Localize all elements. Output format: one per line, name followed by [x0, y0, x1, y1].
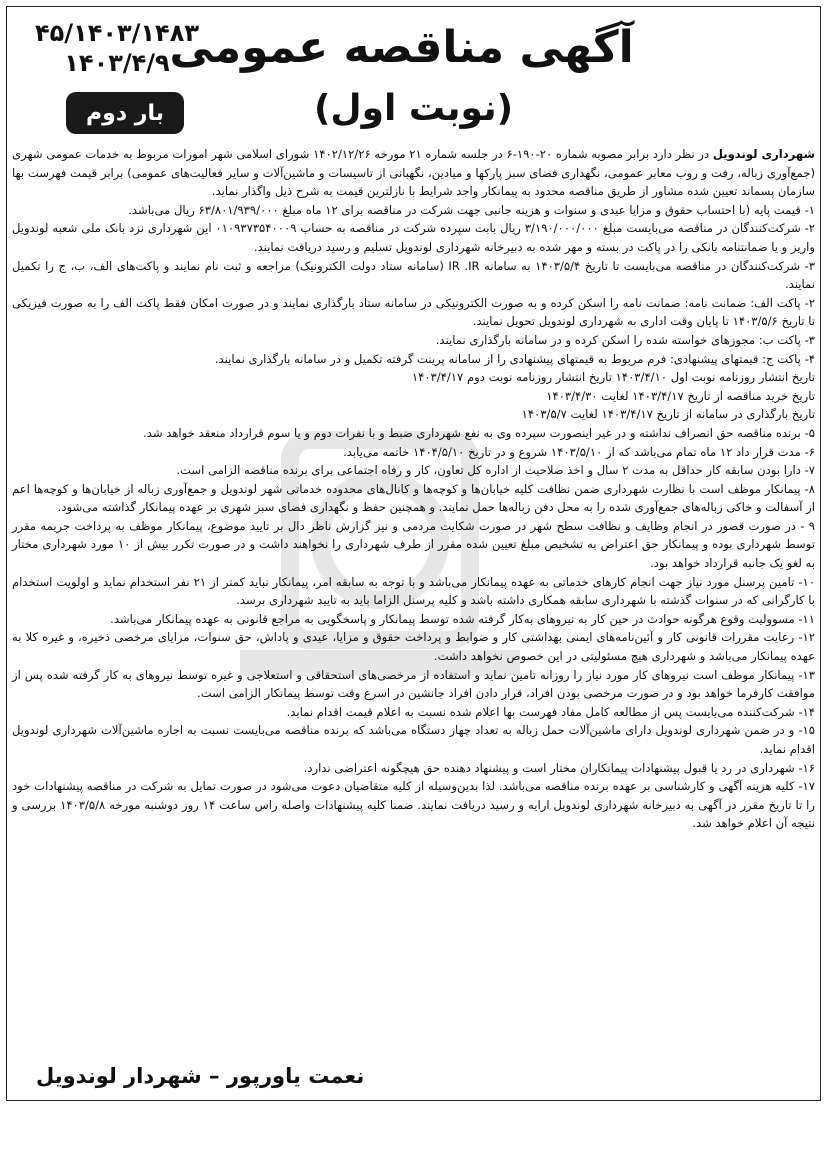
notice-body — [12, 145, 815, 833]
notice-subtitle: (نوبت اول) — [313, 88, 514, 129]
reference-date: ۱۴۰۳/۴/۹ — [64, 49, 170, 77]
intro-text: در نظر دارد برابر مصوبه شماره ۲۰-۱۹۰-۶ در جلسه شماره ۲۱ مورخه ۱۴۰۲/۱۲/۲۶ شورای اسلامی شهر امورات مربوط به خدمات عمومی شهری (جمع‌آوری زباله، رفت و روب معابر عمومی، نگهداری فضای سبز پارکها و میادین، نگهبانی از تاسیسات و ماشین‌آلات و سایر فعالیت‌های عمومی) برابر قیمت فهرست بها سازمان پسماند تعیین شده مشاور از طریق مناقصه محدود به پیمانکار واجد شرایط با نازلترین قیمت به شرح ذیل واگذار نماید. — [12, 147, 815, 199]
clause-item: تاریخ بارگذاری در سامانه از تاریخ ۱۴۰۳/۴/۱۷ لغایت ۱۴۰۳/۵/۷ — [521, 407, 815, 422]
signature: نعمت یاورپور – شهردار لوندویل — [36, 1064, 365, 1088]
clause-item: ۱۳- پیمانکار موظف است نیروهای کار مورد نیاز را روزانه تامین نماید و استفاده از مرخصی‌های استحقاقی و استعلاجی و غیره توسط نیروهای به کار گرفته شده پس از موافقت کارفرما خواهد بود و در صورت مرخصی بودن افراد، قرار دادن افراد جانشین در اسرع وقت توسط پیمانکار الزامی است. — [12, 667, 815, 701]
clause-item: ۵- برنده مناقصه حق انصراف نداشته و در غیر اینصورت سپرده وی به نفع شهرداری ضبط و با نفرات دوم و یا سوم قرارداد منعقد خواهد شد. — [143, 425, 815, 440]
clause-item: ۱- قیمت پایه (با احتساب حقوق و مزایا عیدی و سنوات و هزینه جانبی جهت شرکت در مناقصه برای ۱۲ ماه مبلغ ۶۳/۸۰۱/۹۳۹/۰۰۰ ریال می‌باشد. — [128, 202, 815, 217]
clause-item: ۱۲- رعایت مقررات قانونی کار و آئین‌نامه‌های ایمنی بهداشتی کار و ضوابط و پرداخت حقوق و مزایا، عیدی و پاداش، حق سنوات، مزایای مرخصی ذخیره، و غیره کلا به عهده پیمانکار می‌باشد و شهرداری هیچ مسئولیتی در این خصوص نخواهد داشت. — [12, 630, 815, 664]
repeat-badge: بار دوم — [66, 92, 184, 134]
reference-block — [32, 18, 202, 78]
clause-item: ۱۴- شرکت‌کننده می‌بایست پس از مطالعه کامل مفاد فهرست بها اعلام شده نسبت به اعلام قیمت اقدام نماید. — [286, 704, 815, 719]
intro-paragraph — [12, 145, 815, 201]
clause-list — [12, 201, 815, 833]
clause-item: ۱۵- و در ضمن شهرداری لوندویل دارای ماشین‌آلات حمل زباله به تعداد چهار دستگاه می‌باشد که برنده مناقصه می‌بایست نسبت به اجاره ماشین‌آلات شهرداری لوندویل اقدام نماید. — [12, 723, 815, 756]
clause-item: ۱۱- مسوولیت وقوع هرگونه حوادث در حین کار به نیروهای به‌کار گرفته شده توسط پیمانکار و پاسخگویی به مراجع قانونی به عهده پیمانکار می‌باشد. — [110, 611, 815, 626]
header — [12, 10, 815, 145]
clause-item: ۳- شرکت‌کنندگان در مناقصه می‌بایست تا تاریخ ۱۴۰۳/۵/۴ به سامانه IR .IR (سامانه ستاد دولت الکترونیک) مراجعه و ثبت نام نمایند و پاکت‌های الف، ب، ج را تکمیل نمایند. — [12, 258, 815, 292]
clause-item: ۷- دارا بودن سابقه کار حداقل به مدت ۲ سال و اخذ صلاحیت از اداره کل تعاون، کار و رفاه اجتماعی برای برنده مناقصه الزامی است. — [176, 463, 815, 478]
clause-item: ۱۷- کلیه هزینه آگهی و کارشناسی بر عهده برنده مناقصه می‌باشد. لذا بدین‌وسیله از کلیه متقاضیان دعوت می‌شود در صورت تمایل به شرکت در مناقصه پیشنهادات خود را تا تاریخ مقرر در آگهی به دبیرخانه شهرداری لوندویل ارایه و رسید دریافت نمایند. ضمنا کلیه پیشنهادات واصله راس ساعت ۱۴ روز دوشنبه مورخه ۱۴۰۳/۵/۸ بررسی و نتیجه آن اعلام خواهد شد. — [12, 779, 815, 831]
clause-item: ۲- پاکت الف: ضمانت نامه: ضمانت نامه را اسکن کرده و به صورت الکترونیکی در سامانه ستاد بارگذاری نمایند و در صورت امکان فقط پاکت الف را به صورت فیزیکی تا تاریخ ۱۴۰۳/۵/۶ تا پایان وقت اداری به شهرداری لوندویل تحویل نمایند. — [12, 295, 815, 329]
clause-item: ۸- پیمانکار موظف است با نظارت شهرداری ضمن نظافت کلیه خیابان‌ها و کوچه‌ها و کانال‌های محدوده خدماتی شهر لوندویل و جمع‌آوری زباله از خیابان‌ها و کوچه‌ها اعم از آسفالت و خاکی زباله‌های جمع‌آوری شده را به محل دفن زباله‌ها حمل نمایند. و همچنین حفظ و نگهداری فضای سبز شهری بر عهده پیمانکار گذاشته می‌شود. — [12, 481, 815, 515]
clause-item: ۳- پاکت ب: مجوزهای خواسته شده را اسکن کرده و در سامانه بارگذاری نمایند. — [435, 332, 815, 347]
clause-item: ۴- پاکت ج: قیمتهای پیشنهادی: فرم مربوط به قیمتهای پیشنهادی را از سامانه پرینت گرفته تکمیل و در سامانه بارگذاری نمایند. — [214, 351, 815, 366]
notice-title: آگهی مناقصه عمومی — [169, 22, 634, 73]
clause-item: تاریخ انتشار روزنامه نوبت اول ۱۴۰۳/۴/۱۰ تاریخ انتشار روزنامه نوبت دوم ۱۴۰۳/۴/۱۷ — [411, 370, 815, 385]
clause-item: ۱۶- شهرداری در رد یا قبول پیشنهادات پیمانکاران مختار است و پیشنهاد دهنده حق هیچگونه اعتراضی ندارد. — [303, 760, 815, 775]
reference-number: ۴۵/۱۴۰۳/۱۴۸۳ — [34, 19, 199, 47]
intro-lead: شهرداری لوندویل — [712, 147, 815, 161]
clause-item: ۲- شرکت‌کنندگان در مناقصه می‌بایست مبلغ ۳/۱۹۰/۰۰۰/۰۰۰ ریال بابت سپرده شرکت در مناقصه به حساب ۰۱۰۹۳۷۳۵۴۰۰۰۹ این شهرداری نزد بانک ملی شعبه لوندویل واریز و یا ضمانتنامه بانکی را در پاکت در بسته و مهر شده به دبیرخانه شهرداری لوندویل تسلیم و رسید دریافت نمایند. — [12, 221, 815, 254]
clause-item: ۶- مدت قرار داد ۱۲ ماه تمام می‌باشد که از ۱۴۰۳/۵/۱۰ شروع و در تاریخ ۱۴۰۴/۵/۱۰ خاتمه می‌یابد. — [343, 444, 815, 459]
clause-item: ۱۰- تامین پرسنل مورد نیاز جهت انجام کارهای خدماتی به عهده پیمانکار می‌باشد و با توجه به سابقه امر، پیمانکار نباید کمتر از ۲۱ نفر استخدام نماید و اولویت استخدام با کارگرانی که در سنوات گذشته با شهرداری سابقه همکاری داشته باشد و کلیه پرسنل الزاما باید به تایید شهرداری برسد. — [12, 574, 815, 608]
clause-item: ۹ - در صورت قصور در انجام وظایف و نظافت سطح شهر در صورت شکایت مردمی و نیز گزارش ناظر دال بر تایید موضوع، پیمانکار موظف به پرداخت جریمه مقرر توسط شهرداری بوده و پیمانکار حق اعتراض به تشخیص مبلغ تعیین شده مقرر از طرف شهرداری را نخواهند داشت و در صورت تکرر بیش از ۱۰ مورد شهرداری مختار به لغو یک جانبه قرارداد خواهد بود. — [12, 518, 815, 571]
clause-item: تاریخ خرید مناقصه از تاریخ ۱۴۰۳/۴/۱۷ لغایت ۱۴۰۳/۴/۳۰ — [546, 388, 815, 403]
